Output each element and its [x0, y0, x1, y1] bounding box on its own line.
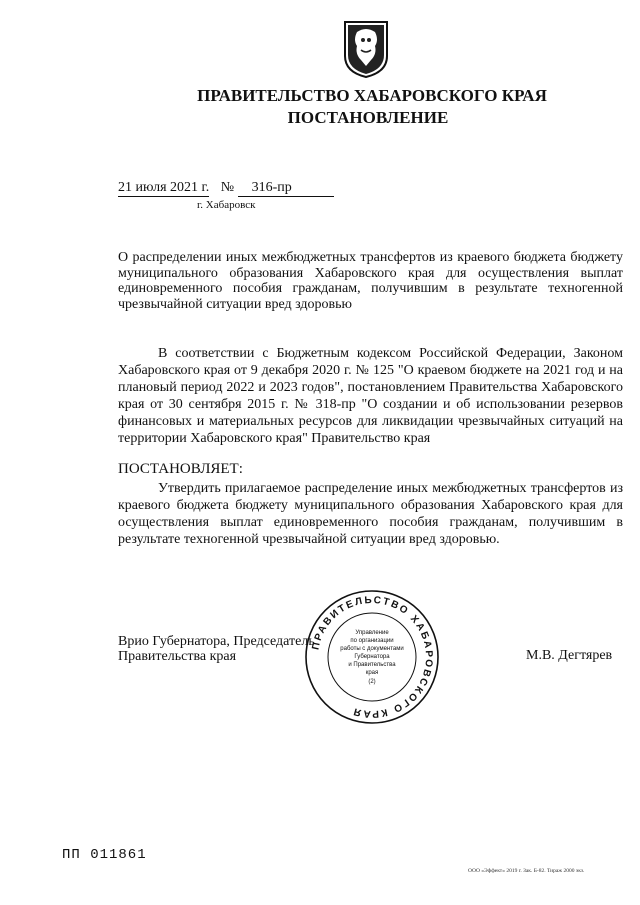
city-label: г. Хабаровск	[197, 199, 256, 211]
seal-line-7: (2)	[368, 679, 376, 685]
seal-line-4: Губернатора	[354, 654, 390, 660]
body-paragraph-1: В соответствии с Бюджетным кодексом Российской Федерации, Законом Хабаровского края от 9 декабря 2020 г. № 125 "О краевом бюджете на 2021 год и на плановый период 2022 и 2023 годов", постановлением Правительства Хабаровского края от 30 сентября 2015 г. № 318-пр "О создании и об использовании резервов финансовых и материальных ресурсов для ликвидации чрезвычайных ситуаций на территории Хабаровского края" Правительство края	[118, 346, 623, 446]
printer-imprint: ООО «Эффект» 2019 г. Зак. Б-82. Тираж 2000 экз.	[468, 868, 585, 874]
coat-of-arms-icon	[343, 20, 389, 78]
body-paragraph-2: Утвердить прилагаемое распределение иных межбюджетных трансфертов из краевого бюджета бюджету муниципального образования Хабаровского края для осуществления выплат единовременного пособия гражданам, получившим в результате техногенной чрезвычайной ситуации вред здоровью.	[118, 481, 623, 547]
document-subject: О распределении иных межбюджетных трансфертов из краевого бюджета бюджету муниципального образования Хабаровского края для осуществления выплат единовременного пособия гражданам, получившим в результате техногенной чрезвычайной ситуации вред здоровью	[118, 250, 623, 312]
document-date: 21 июля 2021 г.	[118, 180, 210, 195]
signatory-position-line-1: Врио Губернатора, Председатель	[118, 634, 315, 649]
form-serial-code: ПП 011861	[62, 847, 147, 863]
seal-line-3: работы с документами	[340, 646, 404, 652]
number-prefix: №	[220, 180, 235, 195]
signatory-name: М.В. Дегтярев	[526, 648, 613, 663]
seal-ring-text: ПРАВИТЕЛЬСТВО ХАБАРОВСКОГО КРАЯ	[310, 594, 435, 720]
resolves-heading: ПОСТАНОВЛЯЕТ:	[118, 461, 243, 477]
official-seal-icon	[303, 588, 441, 726]
document-type-title: ПОСТАНОВЛЕНИЕ	[287, 108, 449, 127]
seal-line-1: Управление	[355, 630, 389, 636]
date-number-line	[118, 180, 334, 197]
organization-title: ПРАВИТЕЛЬСТВО ХАБАРОВСКОГО КРАЯ	[197, 86, 547, 105]
seal-line-5: и Правительства	[348, 662, 396, 668]
document-number: 316-пр	[238, 180, 334, 197]
signatory-position-line-2: Правительства края	[118, 649, 237, 664]
seal-line-6: края	[365, 670, 379, 676]
seal-line-2: по организации	[350, 638, 394, 644]
signatory-position	[118, 634, 315, 664]
